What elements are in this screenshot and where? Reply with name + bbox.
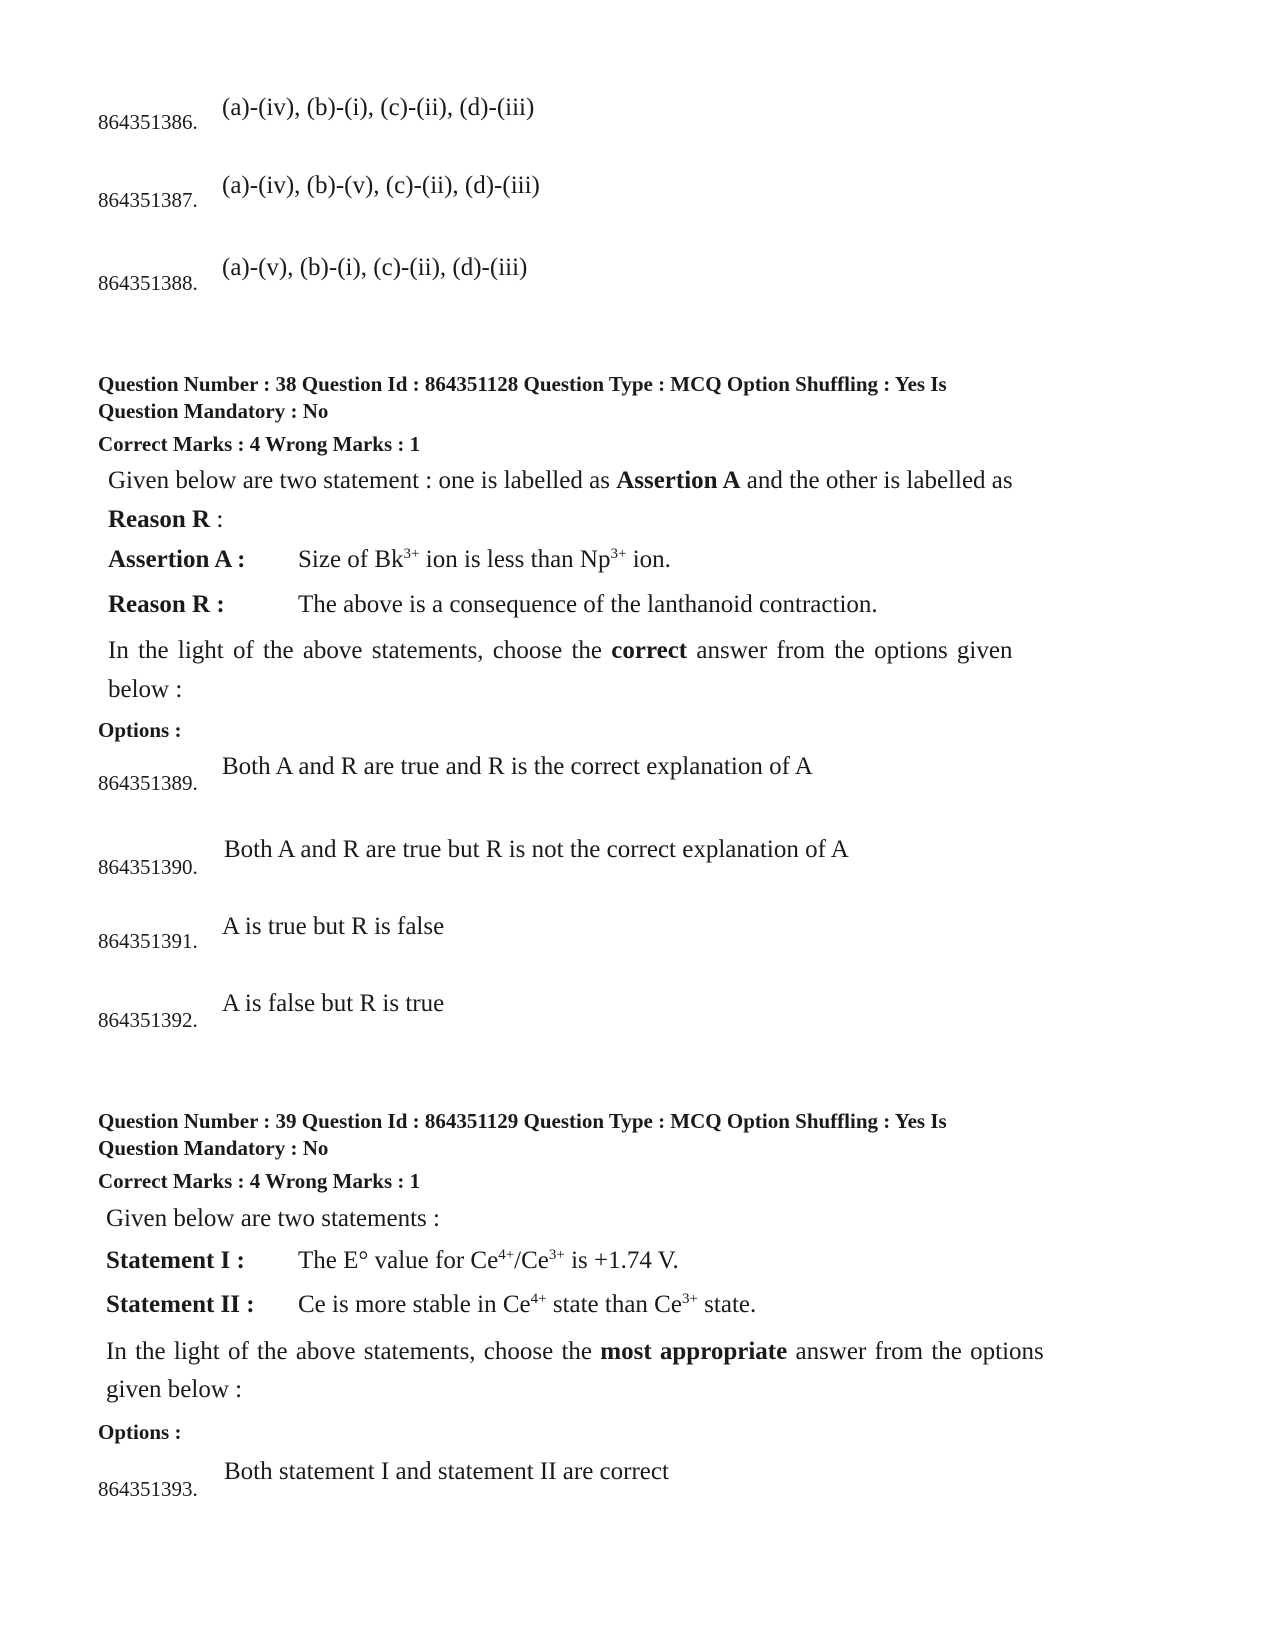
question-mandatory-line: Question Mandatory : No	[98, 1136, 329, 1160]
question-meta-line: Question Number : 38 Question Id : 864351128 Question Type : MCQ Option Shuffling : Yes Is	[98, 372, 947, 396]
assertion-label: Assertion A :	[108, 546, 246, 573]
option-id: 864351392.	[98, 1008, 198, 1032]
statement-text: Ce is more stable in Ce	[298, 1291, 531, 1318]
option-id: 864351393.	[98, 1477, 198, 1501]
statement-text: state than Ce	[546, 1291, 682, 1318]
option-text: Both A and R are true but R is not the correct explanation of A	[224, 836, 849, 863]
stem-text: In the light of the above statements, choose the	[106, 1338, 601, 1365]
assertion-text: Size of Bk	[298, 546, 404, 573]
superscript: 4+	[530, 1291, 547, 1307]
stem-text: :	[210, 506, 224, 533]
question-instruction-line	[108, 631, 1012, 670]
statement-text: /Ce	[514, 1247, 549, 1274]
statement-row	[106, 1291, 756, 1319]
option-text: A is false but R is true	[222, 990, 445, 1017]
option-text: (a)-(iv), (b)-(v), (c)-(ii), (d)-(iii)	[222, 172, 540, 199]
option-id: 864351387.	[98, 188, 198, 212]
stem-bold: Reason R	[108, 506, 211, 533]
option-text: Both A and R are true and R is the correct explanation of A	[222, 753, 813, 780]
question-stem-line	[108, 500, 223, 539]
reason-row	[108, 591, 878, 619]
statement-text: The E° value for Ce	[298, 1247, 499, 1274]
stem-text: answer from the options given	[687, 637, 1013, 664]
stem-text: answer from the options	[787, 1338, 1044, 1365]
question-instruction-line: below :	[108, 676, 183, 703]
question-instruction-line	[106, 1332, 1044, 1371]
question-mandatory-line: Question Mandatory : No	[98, 399, 329, 423]
superscript: 3+	[681, 1291, 698, 1307]
question-instruction-line: given below :	[106, 1376, 243, 1403]
stem-bold: Assertion A	[616, 467, 741, 494]
assertion-text: ion is less than Np	[419, 546, 611, 573]
statement-label: Statement I :	[106, 1247, 245, 1274]
assertion-row	[108, 546, 671, 574]
option-id: 864351390.	[98, 855, 198, 879]
option-id: 864351391.	[98, 929, 198, 953]
superscript: 3+	[610, 546, 627, 562]
options-label: Options :	[98, 718, 182, 742]
marks-line: Correct Marks : 4 Wrong Marks : 1	[98, 1169, 421, 1193]
assertion-text: ion.	[626, 546, 671, 573]
superscript: 4+	[498, 1247, 515, 1263]
reason-label: Reason R :	[108, 591, 225, 618]
option-text: (a)-(v), (b)-(i), (c)-(ii), (d)-(iii)	[222, 254, 528, 281]
statement-text: is +1.74 V.	[564, 1247, 679, 1274]
reason-text: The above is a consequence of the lanthanoid contraction.	[298, 591, 878, 618]
statement-label: Statement II :	[106, 1291, 255, 1318]
stem-text: and the other is labelled as	[740, 467, 1013, 494]
question-stem-line	[108, 461, 1013, 500]
option-id: 864351389.	[98, 771, 198, 795]
stem-bold: correct	[611, 637, 688, 664]
option-id: 864351388.	[98, 271, 198, 295]
question-meta-line: Question Number : 39 Question Id : 864351129 Question Type : MCQ Option Shuffling : Yes Is	[98, 1109, 947, 1133]
superscript: 3+	[403, 546, 420, 562]
superscript: 3+	[548, 1247, 565, 1263]
stem-text: Given below are two statement : one is labelled as	[108, 467, 617, 494]
stem-bold: most appropriate	[600, 1338, 788, 1365]
statement-row	[106, 1247, 679, 1275]
option-id: 864351386.	[98, 110, 198, 134]
options-label: Options :	[98, 1420, 182, 1444]
marks-line: Correct Marks : 4 Wrong Marks : 1	[98, 432, 421, 456]
option-text: Both statement I and statement II are correct	[224, 1458, 669, 1485]
option-text: (a)-(iv), (b)-(i), (c)-(ii), (d)-(iii)	[222, 94, 535, 121]
option-text: A is true but R is false	[222, 913, 445, 940]
statement-text: state.	[697, 1291, 757, 1318]
question-stem-line: Given below are two statements :	[106, 1205, 440, 1232]
stem-text: In the light of the above statements, choose the	[108, 637, 612, 664]
